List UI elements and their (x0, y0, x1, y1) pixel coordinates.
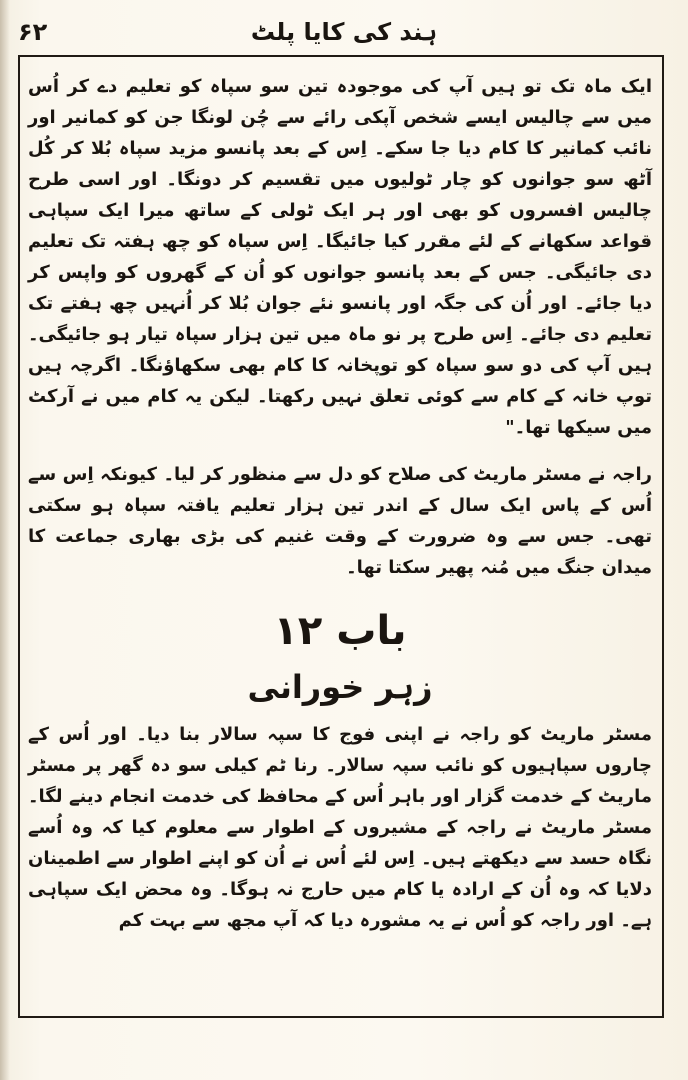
text-frame (18, 55, 664, 1018)
running-head (18, 12, 670, 52)
running-title: ہند کی کایا پلٹ (250, 18, 438, 46)
chapter-title: زہر خورانی (247, 668, 433, 706)
page-number: ۶۲ (18, 18, 48, 46)
paragraph-2: راجہ نے مسٹر ماریٹ کی صلاح کو دل سے منظور کر لیا۔ کیونکہ اِس سے اُس کے پاس ایک سال کے اندر تین ہزار تعلیم یافتہ سپاہ ہو سکتی تھی۔ جس سے وہ ضرورت کے وقت غنیم کی بڑی بھاری جماعت کا میدان جنگ میں مُنہ پھیر سکتا تھا۔ (28, 464, 652, 578)
chapter-heading: باب ۱۲ (273, 608, 407, 654)
spine-shadow (0, 0, 10, 1080)
page-body (28, 71, 652, 1002)
paragraph-1: ایک ماہ تک تو ہیں آپ کی موجودہ تین سو سپاہ کو تعلیم دے کر اُس میں سے چالیس ایسے شخص آپکی رائے سے چُن لونگا جن کو کمانیر اور نائب کمانیر کا کام دیا جا سکے۔ اِس کے بعد پانسو مزید سپاہ بُلا کر کُل آٹھ سو جوانوں کو چار ٹولیوں میں تقسیم کر دونگا۔ اور اسی طرح چالیس افسروں کو بھی اور ہر ایک ٹولی کے ساتھ میرا ایک سپاہی قواعد سکھانے کے لئے مقرر کیا جائیگا۔ اِس سپاہ کو چھ ہفتہ تک تعلیم دی جائیگی۔ جس کے بعد پانسو جوانوں کو اُن کے گھروں کو واپس کر دیا جائے۔ اور اُن کی جگہ اور پانسو نئے جوان بُلا کر اُنہیں چھ ہفتے تک تعلیم دی جائے۔ اِس طرح پر نو ماہ میں تین ہزار سپاہ تیار ہو جائیگی۔ ہیں آپ کی دو سو سپاہ کو توپخانہ کا کام بھی سکھاؤنگا۔ اگرچہ ہیں توپ خانہ کے کام سے کوئی تعلق نہیں رکھتا۔ لیکن یہ کام میں نے آرکٹ میں سیکھا تھا۔" (28, 76, 652, 438)
paragraph-3: مسٹر ماریٹ کو راجہ نے اپنی فوج کا سپہ سالار بنا دیا۔ اور اُس کے چاروں سپاہیوں کو نائب سپہ سالار۔ رنا ٹم کیلی سو دہ گھر پر مسٹر ماریٹ کے خدمت گزار اور باہر اُس کے محافظ کی خدمت انجام دینے لگا۔ مسٹر ماریٹ نے راجہ کے مشیروں کے اطوار سے معلوم کیا کہ وہ اُسے نگاہ حسد سے دیکھتے ہیں۔ اِس لئے اُس نے اُن کو اپنے اطوار سے اطمینان دلایا کہ وہ اُن کے ارادہ یا کام میں حارج نہ ہوگا۔ وہ محض ایک سپاہی ہے۔ اور راجہ کو اُس نے یہ مشورہ دیا کہ آپ مجھ سے بہت کم (28, 724, 652, 931)
